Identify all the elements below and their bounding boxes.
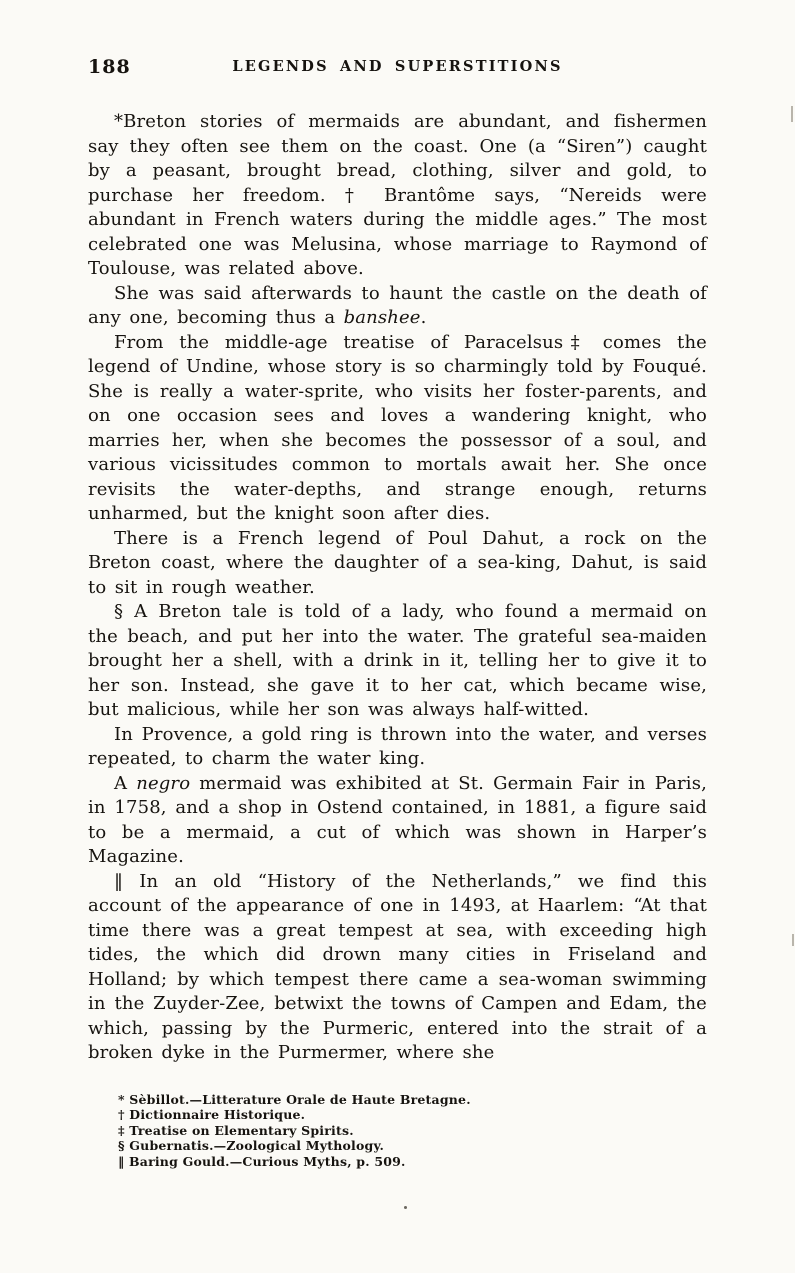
running-title: LEGENDS AND SUPERSTITIONS bbox=[232, 58, 563, 75]
footnote: * Sèbillot.—Litterature Orale de Haute Bretagne. bbox=[118, 1091, 471, 1107]
page-header bbox=[0, 0, 795, 84]
text-run: mermaid was exhibited at St. Germain Fair in Paris, in 1758, and a shop in Ostend contained, in 1881, a figure said to be a mermaid, a cut of which was shown in Harper’s Magazine. bbox=[88, 772, 707, 867]
paragraph bbox=[88, 600, 707, 723]
text-run: She was said afterwards to haunt the castle on the death of any one, becoming thus a bbox=[88, 282, 707, 328]
paragraph bbox=[88, 723, 707, 772]
scan-artifact bbox=[791, 106, 793, 122]
paragraph bbox=[88, 331, 707, 527]
italic-text-run: negro bbox=[136, 772, 191, 794]
text-run: ‖ In an old “History of the Netherlands,” we find this account of the appearance of one in 1493, at Haarlem: “At that time there was a great tempest at sea, with exceeding high tides, the which did drown many cities in Friseland and Holland; by which tempest there came a sea-woman swimming in the Zuyder-Zee, betwixt the towns of Campen and Edam, the which, passing by the Purmeric, entered into the strait of a broken dyke in the Purmermer, where she bbox=[88, 870, 707, 1063]
footnote: † Dictionnaire Historique. bbox=[118, 1107, 306, 1122]
text-block bbox=[88, 110, 707, 1066]
paragraph bbox=[88, 527, 707, 601]
paragraph bbox=[88, 282, 707, 331]
text-run: § A Breton tale is told of a lady, who found a mermaid on the beach, and put her into the water. The grateful sea-maiden brought her a shell, with a drink in it, telling her to give it to her son. Instead, she gave it to her cat, which became wise, but malicious, while her son was always half-witted. bbox=[88, 601, 707, 720]
italic-text-run: banshee bbox=[343, 307, 421, 328]
paragraph bbox=[88, 772, 707, 870]
text-run: From the middle-age treatise of Paracelsus‡ comes the legend of Undine, whose story is so charmingly told by Fouqué. She is really a water-sprite, who visits her foster-parents, and on one occasion sees and loves a wandering knight, who marries her, when she becomes the possessor of a soul, and various vicissitudes common to mortals await her. She once revisits the water-depths, and strange enough, returns unharmed, but the knight soon after dies. bbox=[88, 331, 707, 524]
scan-artifact bbox=[792, 934, 794, 946]
paragraph bbox=[88, 110, 707, 282]
text-run: In Provence, a gold ring is thrown into the water, and verses repeated, to charm the water king. bbox=[88, 723, 707, 769]
text-run: A bbox=[114, 772, 137, 794]
scan-artifact bbox=[404, 1206, 407, 1209]
footnote: ‡ Treatise on Elementary Spirits. bbox=[118, 1122, 354, 1138]
footnote: § Gubernatis.—Zoological Mythology. bbox=[118, 1138, 385, 1153]
footnotes bbox=[118, 1092, 707, 1170]
paragraph bbox=[88, 870, 707, 1066]
text-run: . bbox=[420, 307, 427, 328]
text-run: There is a French legend of Poul Dahut, a rock on the Breton coast, where the daughter of a sea-king, Dahut, is said to sit in rough weather. bbox=[88, 527, 707, 598]
footnote: ‖ Baring Gould.—Curious Myths, p. 509. bbox=[118, 1153, 406, 1169]
text-run: *Breton stories of mermaids are abundant, and fishermen say they often see them on the coast. One (a “Siren”) caught by a peasant, brought bread, clothing, silver and gold, to purchase her freedom. † Brantôme says, “Nereids were abundant in French waters during the middle ages.” The most celebrated one was Melusina, whose marriage to Raymond of Toulouse, was related above. bbox=[88, 111, 707, 279]
page-number: 188 bbox=[88, 56, 131, 78]
